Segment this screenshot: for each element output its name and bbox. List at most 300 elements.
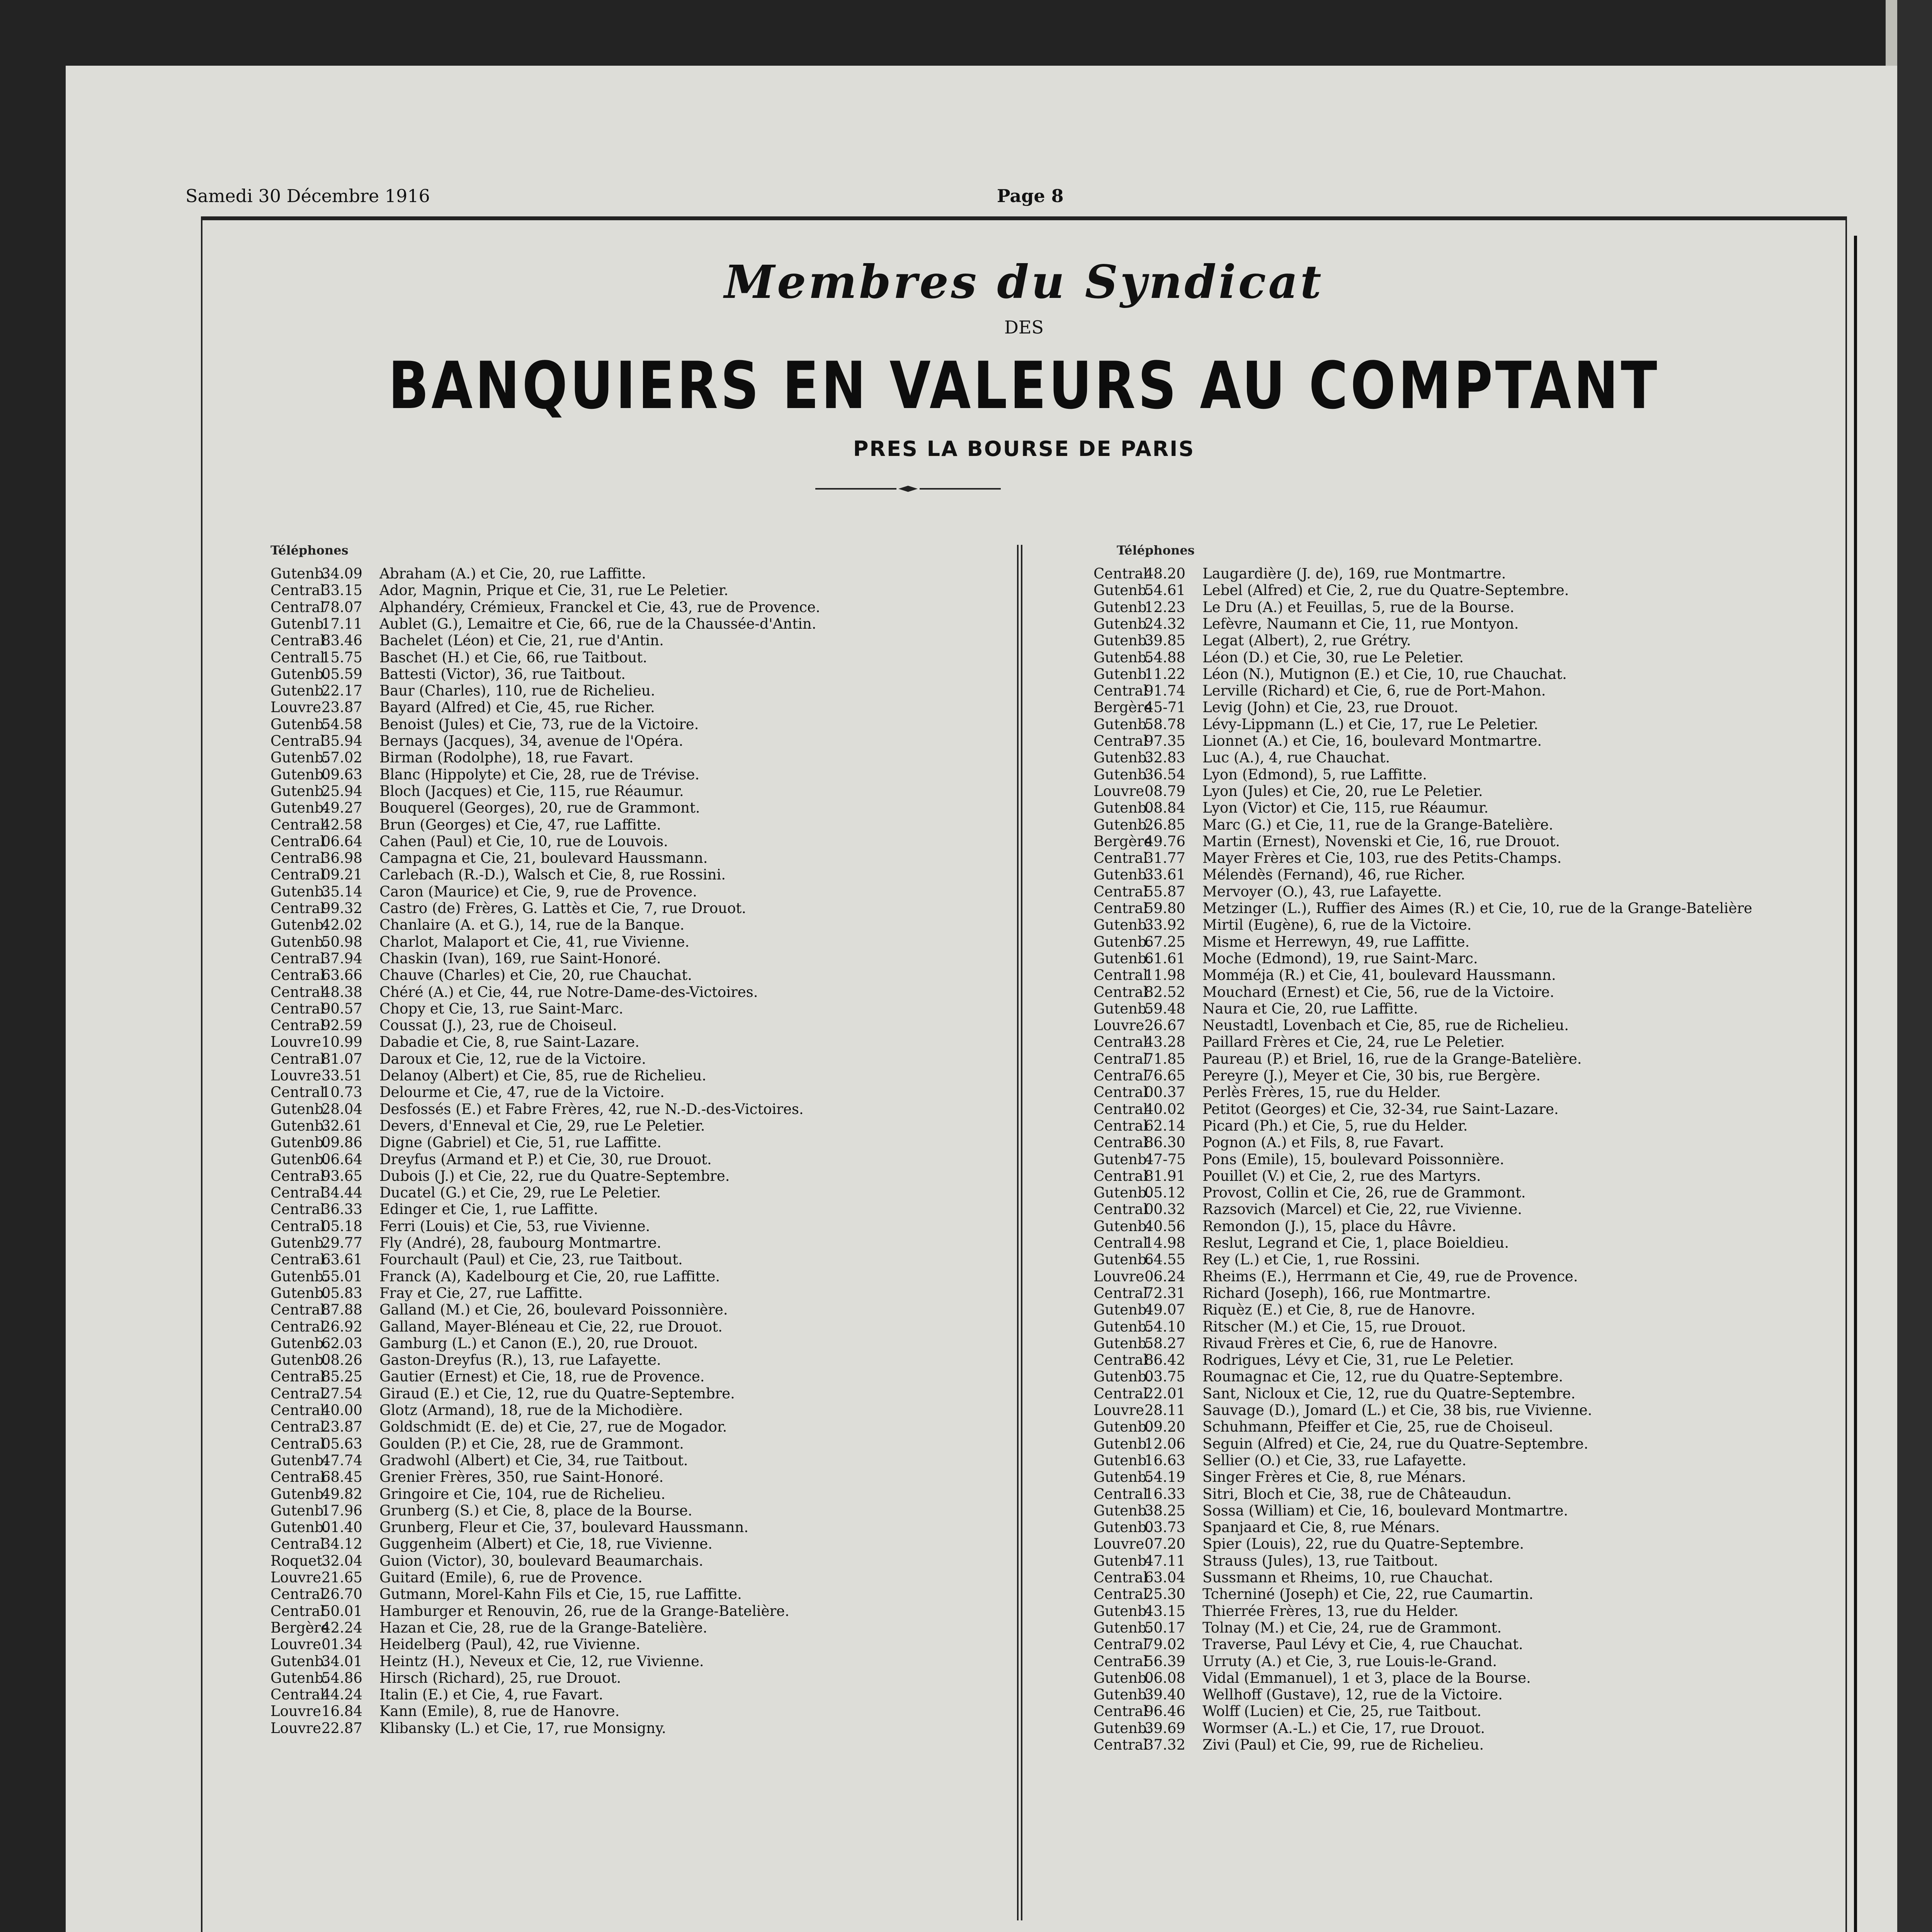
phone-exchange: Louvre xyxy=(270,1703,321,1720)
member-row xyxy=(1094,1269,1578,1284)
member-row xyxy=(1094,985,1554,1000)
phone-number: 63.61 xyxy=(321,1251,362,1268)
phone-number: 36.33 xyxy=(321,1201,362,1218)
member-row xyxy=(1094,1369,1563,1384)
member-name-address: Aublet (G.), Lemaitre et Cie, 66, rue de la Chaussée-d'Antin. xyxy=(379,615,816,632)
phone-number: 08.26 xyxy=(321,1352,362,1369)
member-name-address: Heidelberg (Paul), 42, rue Vivienne. xyxy=(379,1636,641,1653)
phone-number: 47-75 xyxy=(1145,1151,1186,1168)
member-row xyxy=(1094,1034,1505,1050)
member-name-address: Caron (Maurice) et Cie, 9, rue de Provence. xyxy=(379,883,697,900)
member-row xyxy=(1094,867,1465,883)
member-name-address: Paillard Frères et Cie, 24, rue Le Peletier. xyxy=(1202,1034,1505,1051)
member-name-address: Delourme et Cie, 47, rue de la Victoire. xyxy=(379,1084,665,1101)
phone-number: 09.20 xyxy=(1145,1418,1185,1435)
member-name-address: Rey (L.) et Cie, 1, rue Rossini. xyxy=(1202,1251,1420,1268)
phone-number: 49.07 xyxy=(1145,1301,1185,1318)
phone-exchange: Central xyxy=(1094,1050,1148,1067)
member-name-address: Martin (Ernest), Novenski et Cie, 16, rue Drouot. xyxy=(1202,833,1560,850)
phone-exchange: Central xyxy=(270,1201,325,1218)
phone-exchange: Gutenb. xyxy=(270,933,328,950)
phone-exchange: Central xyxy=(270,1184,325,1201)
member-name-address: Moche (Edmond), 19, rue Saint-Marc. xyxy=(1202,950,1478,967)
phone-exchange: Central xyxy=(270,1017,325,1034)
phone-number: 05.18 xyxy=(321,1218,362,1235)
phone-number: 33.92 xyxy=(1145,917,1185,934)
phone-number: 17.11 xyxy=(321,615,362,632)
phone-exchange: Gutenb. xyxy=(1094,1151,1151,1168)
phone-number: 58.78 xyxy=(1145,716,1185,733)
member-name-address: Sant, Nicloux et Cie, 12, rue du Quatre-Septembre. xyxy=(1202,1385,1576,1402)
member-row xyxy=(1094,1453,1466,1468)
member-row xyxy=(1094,1553,1438,1569)
member-row xyxy=(270,917,684,933)
phone-number: 49.27 xyxy=(321,799,362,816)
member-name-address: Luc (A.), 4, rue Chauchat. xyxy=(1202,749,1390,766)
member-name-address: Pons (Emile), 15, boulevard Poissonnière. xyxy=(1202,1151,1505,1168)
phone-exchange: Central xyxy=(270,1301,325,1318)
phone-number: 90.57 xyxy=(321,1000,362,1017)
member-row xyxy=(270,683,655,699)
phone-number: 14.98 xyxy=(1145,1235,1185,1251)
member-row xyxy=(270,733,683,749)
phone-exchange: Central xyxy=(270,1602,325,1619)
phone-exchange: Bergère xyxy=(270,1619,329,1636)
phone-exchange: Gutenb. xyxy=(270,682,328,699)
member-name-address: Sellier (O.) et Cie, 33, rue Lafayette. xyxy=(1202,1452,1467,1469)
phone-exchange: Gutenb. xyxy=(270,1352,328,1369)
member-name-address: Cahen (Paul) et Cie, 10, rue de Louvois. xyxy=(379,833,668,850)
member-name-address: Tolnay (M.) et Cie, 24, rue de Grammont. xyxy=(1202,1619,1502,1636)
member-row xyxy=(1094,1687,1503,1702)
phone-exchange: Central xyxy=(1094,1653,1148,1670)
phone-exchange: Gutenb. xyxy=(270,766,328,783)
phone-exchange: Central xyxy=(270,1435,325,1452)
member-row xyxy=(1094,817,1553,833)
phone-exchange: Central xyxy=(1094,1067,1148,1084)
phone-exchange: Gutenb. xyxy=(1094,665,1151,682)
member-name-address: Glotz (Armand), 18, rue de la Michodière. xyxy=(379,1402,683,1418)
member-row xyxy=(270,834,668,849)
phone-number: 62.14 xyxy=(1145,1117,1185,1134)
phone-header-right: Téléphones xyxy=(1117,543,1195,558)
member-row xyxy=(1094,600,1514,615)
member-row xyxy=(270,1319,723,1335)
phone-exchange: Gutenb. xyxy=(270,1485,328,1502)
phone-number: 42.02 xyxy=(321,917,362,934)
member-name-address: Delanoy (Albert) et Cie, 85, rue de Richelieu. xyxy=(379,1067,707,1084)
phone-exchange: Gutenb. xyxy=(1094,933,1151,950)
title-membres: Membres du Syndicat xyxy=(724,255,1324,309)
phone-exchange: Central xyxy=(270,900,325,917)
phone-exchange: Central xyxy=(270,1402,325,1418)
phone-exchange: Roquet. xyxy=(270,1552,327,1569)
member-name-address: Rivaud Frères et Cie, 6, rue de Hanovre. xyxy=(1202,1335,1498,1352)
member-name-address: Chauve (Charles) et Cie, 20, rue Chauchat. xyxy=(379,967,692,984)
phone-exchange: Gutenb. xyxy=(270,1519,328,1536)
member-name-address: Chaskin (Ivan), 169, rue Saint-Honoré. xyxy=(379,950,661,967)
phone-number: 05.12 xyxy=(1145,1184,1185,1201)
member-name-address: Alphandéry, Crémieux, Franckel et Cie, 43, rue de Provence. xyxy=(379,599,820,616)
phone-exchange: Gutenb. xyxy=(1094,1452,1151,1469)
phone-number: 03.73 xyxy=(1145,1519,1185,1536)
phone-number: 54.86 xyxy=(321,1669,362,1686)
phone-number: 16.33 xyxy=(1145,1485,1185,1502)
title-des: DES xyxy=(1004,317,1044,338)
phone-exchange: Bergère xyxy=(1094,833,1152,850)
phone-exchange: Gutenb. xyxy=(1094,1000,1151,1017)
member-row xyxy=(270,951,661,966)
member-name-address: Strauss (Jules), 13, rue Taitbout. xyxy=(1202,1552,1439,1569)
member-name-address: Galland, Mayer-Bléneau et Cie, 22, rue Drouot. xyxy=(379,1318,723,1335)
member-row xyxy=(270,1102,804,1117)
phone-number: 37.94 xyxy=(321,950,362,967)
phone-number: 06.08 xyxy=(1145,1669,1185,1686)
phone-exchange: Gutenb. xyxy=(1094,632,1151,649)
member-row xyxy=(270,1436,684,1452)
phone-exchange: Gutenb. xyxy=(1094,1301,1151,1318)
member-row xyxy=(1094,1419,1553,1435)
phone-exchange: Central xyxy=(270,1251,325,1268)
member-row xyxy=(270,1536,713,1552)
phone-exchange: Central xyxy=(1094,1352,1148,1369)
phone-number: 54.10 xyxy=(1145,1318,1185,1335)
member-row xyxy=(270,1369,704,1384)
phone-number: 43.28 xyxy=(1145,1034,1185,1051)
member-name-address: Lefèvre, Naumann et Cie, 11, rue Montyon. xyxy=(1202,615,1519,632)
phone-number: 85.25 xyxy=(321,1368,362,1385)
phone-exchange: Central xyxy=(270,866,325,883)
member-row xyxy=(1094,1051,1582,1067)
member-row xyxy=(270,650,647,665)
member-name-address: Spanjaard et Cie, 8, rue Ménars. xyxy=(1202,1519,1440,1536)
phone-number: 23.87 xyxy=(321,699,362,716)
member-name-address: Carlebach (R.-D.), Walsch et Cie, 8, rue Rossini. xyxy=(379,866,726,883)
phone-number: 79.02 xyxy=(1145,1636,1185,1653)
member-row xyxy=(1094,1001,1418,1017)
phone-number: 16.84 xyxy=(321,1703,362,1720)
member-row xyxy=(270,1286,583,1301)
member-row xyxy=(270,1118,705,1134)
phone-exchange: Gutenb. xyxy=(270,665,328,682)
phone-exchange: Central xyxy=(1094,1569,1148,1586)
member-name-address: Battesti (Victor), 36, rue Taitbout. xyxy=(379,665,626,682)
phone-number: 32.83 xyxy=(1145,749,1185,766)
member-name-address: Remondon (J.), 15, place du Hâvre. xyxy=(1202,1218,1457,1235)
phone-exchange: Central xyxy=(270,1167,325,1184)
member-row xyxy=(270,767,699,782)
member-name-address: Sitri, Bloch et Cie, 38, rue de Châteaudun. xyxy=(1202,1485,1512,1502)
phone-number: 47.11 xyxy=(1145,1552,1185,1569)
member-row xyxy=(270,1469,663,1485)
phone-number: 05.63 xyxy=(321,1435,362,1452)
phone-number: 63.04 xyxy=(1145,1569,1185,1586)
member-name-address: Thierrée Frères, 13, rue du Helder. xyxy=(1202,1602,1459,1619)
member-row xyxy=(270,1520,748,1535)
member-name-address: Giraud (E.) et Cie, 12, rue du Quatre-Septembre. xyxy=(379,1385,735,1402)
member-name-address: Levig (John) et Cie, 23, rue Drouot. xyxy=(1202,699,1459,716)
phone-exchange: Gutenb. xyxy=(270,1235,328,1251)
member-row xyxy=(270,1637,640,1652)
member-name-address: Schuhmann, Pfeiffer et Cie, 25, rue de Choiseul. xyxy=(1202,1418,1553,1435)
member-name-address: Mélendès (Fernand), 46, rue Richer. xyxy=(1202,866,1466,883)
member-name-address: Chéré (A.) et Cie, 44, rue Notre-Dame-des-Victoires. xyxy=(379,983,758,1000)
member-row xyxy=(270,968,692,983)
phone-exchange: Central xyxy=(1094,983,1148,1000)
phone-number: 11.22 xyxy=(1145,665,1185,682)
member-name-address: Campagna et Cie, 21, boulevard Haussmann. xyxy=(379,850,708,867)
member-name-address: Mervoyer (O.), 43, rue Lafayette. xyxy=(1202,883,1442,900)
phone-exchange: Louvre xyxy=(270,699,321,716)
member-row xyxy=(270,616,816,632)
member-name-address: Daroux et Cie, 12, rue de la Victoire. xyxy=(379,1050,646,1067)
phone-number: 54.88 xyxy=(1145,649,1185,666)
phone-exchange: Gutenb. xyxy=(1094,649,1151,666)
member-row xyxy=(1094,750,1390,765)
book-spine xyxy=(1897,0,1932,1932)
member-name-address: Razsovich (Marcel) et Cie, 22, rue Vivienne. xyxy=(1202,1201,1522,1218)
member-name-address: Brun (Georges) et Cie, 47, rue Laffitte. xyxy=(379,816,661,833)
phone-number: 29.77 xyxy=(321,1235,362,1251)
phone-exchange: Central xyxy=(1094,1084,1148,1101)
phone-exchange: Gutenb. xyxy=(1094,866,1151,883)
phone-number: 49.76 xyxy=(1145,833,1185,850)
phone-exchange: Gutenb. xyxy=(1094,1418,1151,1435)
phone-exchange: Gutenb. xyxy=(1094,1669,1151,1686)
phone-exchange: Gutenb. xyxy=(270,1284,328,1301)
member-name-address: Blanc (Hippolyte) et Cie, 28, rue de Trévise. xyxy=(379,766,700,783)
member-name-address: Bayard (Alfred) et Cie, 45, rue Richer. xyxy=(379,699,655,716)
phone-number: 44.24 xyxy=(321,1686,362,1703)
phone-exchange: Central xyxy=(270,850,325,867)
member-row xyxy=(1094,1704,1481,1719)
member-row xyxy=(270,1654,704,1669)
phone-number: 42.58 xyxy=(321,816,362,833)
member-name-address: Rheims (E.), Herrmann et Cie, 49, rue de Provence. xyxy=(1202,1268,1578,1285)
member-name-address: Ferri (Louis) et Cie, 53, rue Vivienne. xyxy=(379,1218,650,1235)
member-row xyxy=(1094,633,1411,648)
phone-number: 59.80 xyxy=(1145,900,1185,917)
member-row xyxy=(270,1604,789,1619)
member-row xyxy=(270,1085,665,1100)
member-name-address: Legat (Albert), 2, rue Grétry. xyxy=(1202,632,1411,649)
phone-exchange: Central xyxy=(270,1218,325,1235)
phone-exchange: Gutenb. xyxy=(1094,799,1151,816)
phone-exchange: Central xyxy=(270,1084,325,1101)
phone-number: 12.23 xyxy=(1145,599,1185,616)
member-row xyxy=(1094,1570,1493,1585)
member-name-address: Hirsch (Richard), 25, rue Drouot. xyxy=(379,1669,621,1686)
phone-exchange: Louvre xyxy=(270,1034,321,1051)
phone-number: 21.65 xyxy=(321,1569,362,1586)
member-name-address: Lebel (Alfred) et Cie, 2, rue du Quatre-Septembre. xyxy=(1202,582,1569,599)
phone-number: 08.84 xyxy=(1145,799,1185,816)
member-row xyxy=(270,1721,666,1736)
phone-number: 22.01 xyxy=(1145,1385,1185,1402)
phone-exchange: Gutenb. xyxy=(1094,1519,1151,1536)
member-row xyxy=(270,1503,692,1519)
member-name-address: Roumagnac et Cie, 12, rue du Quatre-Septembre. xyxy=(1202,1368,1563,1385)
member-row xyxy=(270,1687,603,1702)
member-name-address: Wormser (A.-L.) et Cie, 17, rue Drouot. xyxy=(1202,1719,1485,1736)
phone-number: 26.92 xyxy=(321,1318,362,1335)
member-row xyxy=(270,1219,650,1234)
phone-exchange: Central xyxy=(270,733,325,749)
member-name-address: Lévy-Lippmann (L.) et Cie, 17, rue Le Peletier. xyxy=(1202,716,1539,733)
phone-exchange: Central xyxy=(1094,1034,1148,1051)
member-row xyxy=(1094,1018,1569,1033)
phone-exchange: Louvre xyxy=(1094,782,1145,799)
member-row xyxy=(270,934,689,950)
phone-number: 06.64 xyxy=(321,833,362,850)
member-row xyxy=(1094,1436,1588,1452)
member-name-address: Fly (André), 28, faubourg Montmartre. xyxy=(379,1235,662,1251)
phone-exchange: Central xyxy=(1094,1736,1148,1753)
phone-number: 62.03 xyxy=(321,1335,362,1352)
member-name-address: Lyon (Victor) et Cie, 115, rue Réaumur. xyxy=(1202,799,1489,816)
member-row xyxy=(270,850,708,866)
phone-exchange: Central xyxy=(270,649,325,666)
member-row xyxy=(1094,1520,1440,1535)
phone-number: 03.75 xyxy=(1145,1368,1185,1385)
phone-number: 54.19 xyxy=(1145,1469,1185,1486)
member-name-address: Gaston-Dreyfus (R.), 13, rue Lafayette. xyxy=(379,1352,661,1369)
phone-exchange: Central xyxy=(270,1368,325,1385)
phone-exchange: Central xyxy=(270,1469,325,1486)
phone-exchange: Central xyxy=(270,1418,325,1435)
member-row xyxy=(270,1570,643,1585)
member-name-address: Marc (G.) et Cie, 11, rue de la Grange-Batelière. xyxy=(1202,816,1553,833)
member-row xyxy=(270,1403,683,1418)
member-row xyxy=(270,1202,598,1217)
member-row xyxy=(270,1001,623,1017)
phone-exchange: Gutenb. xyxy=(1094,599,1151,616)
member-row xyxy=(1094,1135,1444,1150)
member-name-address: Tcherniné (Joseph) et Cie, 22, rue Caumartin. xyxy=(1202,1586,1534,1603)
phone-exchange: Gutenb. xyxy=(1094,1184,1151,1201)
phone-number: 40.56 xyxy=(1145,1218,1185,1235)
phone-exchange: Central xyxy=(270,1586,325,1603)
member-name-address: Petitot (Georges) et Cie, 32-34, rue Saint-Lazare. xyxy=(1202,1100,1559,1117)
member-row xyxy=(1094,1670,1531,1686)
phone-exchange: Gutenb. xyxy=(270,716,328,733)
phone-number: 09.86 xyxy=(321,1134,362,1151)
member-row xyxy=(270,1034,639,1050)
phone-number: 86.42 xyxy=(1145,1352,1185,1369)
member-row xyxy=(270,867,726,883)
member-name-address: Grunberg, Fleur et Cie, 37, boulevard Haussmann. xyxy=(379,1519,749,1536)
member-name-address: Perlès Frères, 15, rue du Helder. xyxy=(1202,1084,1441,1101)
phone-exchange: Central xyxy=(1094,565,1148,582)
phone-number: 11.98 xyxy=(1145,967,1185,984)
phone-number: 27.54 xyxy=(321,1385,362,1402)
member-row xyxy=(270,1051,646,1067)
member-row xyxy=(1094,1085,1441,1100)
member-name-address: Riquèz (E.) et Cie, 8, rue de Hanovre. xyxy=(1202,1301,1476,1318)
member-row xyxy=(270,717,699,732)
phone-number: 33.15 xyxy=(321,582,362,599)
phone-number: 82.52 xyxy=(1145,983,1185,1000)
column-separator xyxy=(1017,545,1022,1920)
member-name-address: Grunberg (S.) et Cie, 8, place de la Bourse. xyxy=(379,1502,692,1519)
member-row xyxy=(1094,683,1546,699)
member-name-address: Sussmann et Rheims, 10, rue Chauchat. xyxy=(1202,1569,1493,1586)
ornament-rule xyxy=(815,485,1001,493)
member-row xyxy=(270,1352,661,1368)
member-row xyxy=(1094,1168,1481,1184)
member-name-address: Léon (D.) et Cie, 30, rue Le Peletier. xyxy=(1202,649,1464,666)
phone-exchange: Louvre xyxy=(270,1569,321,1586)
phone-number: 48.20 xyxy=(1145,565,1185,582)
member-row xyxy=(1094,566,1506,582)
member-row xyxy=(1094,1068,1541,1083)
member-row xyxy=(270,1252,683,1267)
member-row xyxy=(270,1419,727,1435)
phone-number: 08.79 xyxy=(1145,782,1185,799)
member-row xyxy=(1094,1587,1533,1602)
member-row xyxy=(270,750,633,765)
phone-exchange: Central xyxy=(1094,1235,1148,1251)
phone-exchange: Central xyxy=(270,950,325,967)
phone-number: 71.85 xyxy=(1145,1050,1185,1067)
phone-exchange: Gutenb. xyxy=(270,749,328,766)
phone-exchange: Gutenb. xyxy=(270,883,328,900)
member-name-address: Richard (Joseph), 166, rue Montmartre. xyxy=(1202,1284,1491,1301)
member-row xyxy=(1094,616,1519,632)
member-row xyxy=(270,985,758,1000)
phone-number: 01.40 xyxy=(321,1519,362,1536)
running-header xyxy=(185,185,1847,213)
member-name-address: Franck (A), Kadelbourg et Cie, 20, rue Laffitte. xyxy=(379,1268,720,1285)
member-row xyxy=(270,1018,617,1033)
phone-number: 35.14 xyxy=(321,883,362,900)
phone-number: 67.25 xyxy=(1145,933,1185,950)
phone-exchange: Central xyxy=(1094,1636,1148,1653)
phone-number: 54.58 xyxy=(321,716,362,733)
phone-exchange: Central xyxy=(1094,883,1148,900)
phone-exchange: Gutenb. xyxy=(1094,716,1151,733)
phone-number: 92.59 xyxy=(321,1017,362,1034)
member-name-address: Misme et Herrewyn, 49, rue Laffitte. xyxy=(1202,933,1470,950)
phone-exchange: Gutenb. xyxy=(1094,1218,1151,1235)
member-name-address: Grenier Frères, 350, rue Saint-Honoré. xyxy=(379,1469,664,1486)
phone-number: 59.48 xyxy=(1145,1000,1185,1017)
phone-exchange: Central xyxy=(1094,1134,1148,1151)
header-date: Samedi 30 Décembre 1916 xyxy=(185,185,430,206)
phone-exchange: Bergère xyxy=(1094,699,1152,716)
member-row xyxy=(270,1704,619,1719)
phone-number: 39.69 xyxy=(1145,1719,1185,1736)
member-row xyxy=(1094,850,1561,866)
member-row xyxy=(1094,951,1478,966)
member-name-address: Guion (Victor), 30, boulevard Beaumarchais. xyxy=(379,1552,704,1569)
phone-number: 37.32 xyxy=(1145,1736,1185,1753)
member-name-address: Ador, Magnin, Prique et Cie, 31, rue Le Peletier. xyxy=(379,582,728,599)
member-row xyxy=(1094,1219,1456,1234)
member-row xyxy=(1094,934,1469,950)
phone-number: 26.70 xyxy=(321,1586,362,1603)
phone-exchange: Gutenb. xyxy=(1094,1619,1151,1636)
phone-exchange: Central xyxy=(270,983,325,1000)
member-name-address: Lerville (Richard) et Cie, 6, rue de Port-Mahon. xyxy=(1202,682,1546,699)
phone-number: 83.46 xyxy=(321,632,362,649)
member-row xyxy=(1094,968,1556,983)
member-row xyxy=(1094,834,1560,849)
phone-exchange: Gutenb. xyxy=(1094,766,1151,783)
member-name-address: Sossa (William) et Cie, 16, boulevard Montmartre. xyxy=(1202,1502,1568,1519)
phone-number: 48.38 xyxy=(321,983,362,1000)
phone-number: 31.77 xyxy=(1145,850,1185,867)
